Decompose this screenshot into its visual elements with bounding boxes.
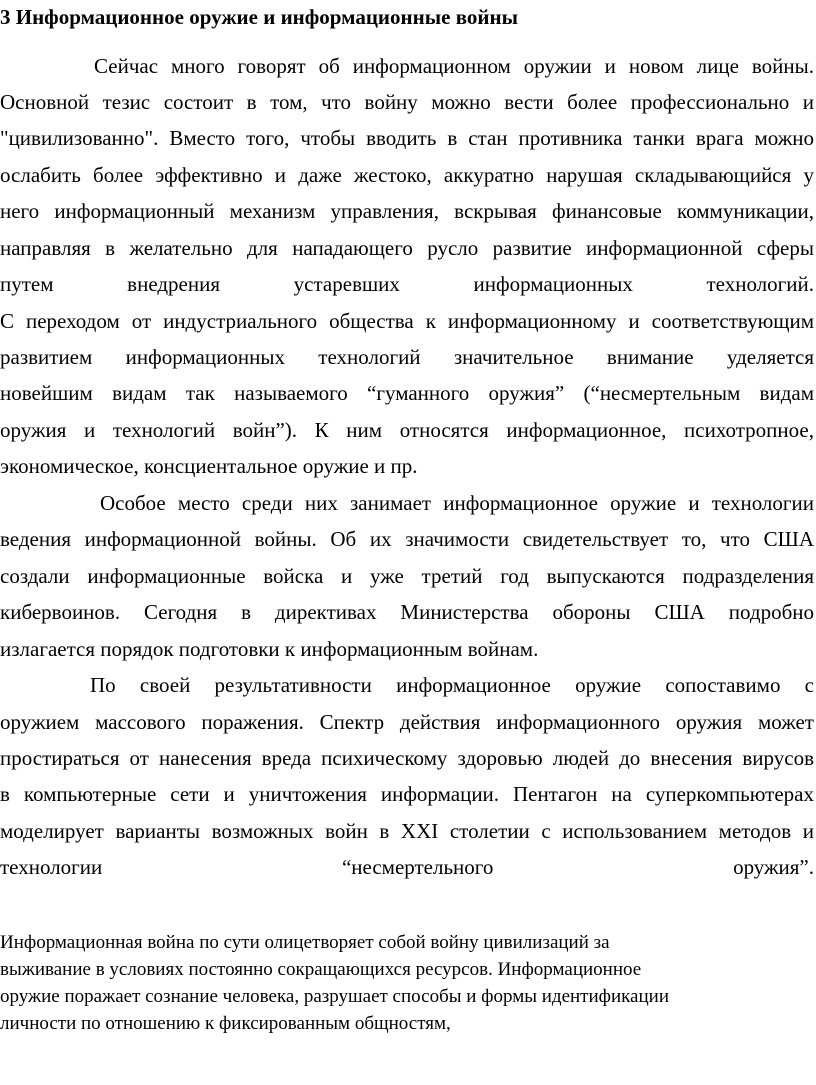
text-line: Информационная война по сути олицетворяет собой войну цивилизаций за xyxy=(0,932,610,953)
text-line: С переходом от индустриального общества к информационному и соответствующим xyxy=(0,309,814,333)
text-line: оружия и технологий войн”). К ним относятся информационное, психотропное, xyxy=(0,418,814,442)
text-line: По своей результативности информационное оружие сопоставимо с xyxy=(90,673,814,697)
text-line: излагается порядок подготовки к информационным войнам. xyxy=(0,637,539,661)
text-line: в компьютерные сети и уничтожения информации. Пентагон на суперкомпьютерах xyxy=(0,782,814,806)
text-line: выживание в условиях постоянно сокращающихся ресурсов. Информационное xyxy=(0,959,642,980)
text-line: него информационный механизм управления, вскрывая финансовые коммуникации, xyxy=(0,199,814,223)
text-line: направляя в желательно для нападающего русло развитие информационной сферы xyxy=(0,236,814,260)
text-line: экономическое, консциентальное оружие и пр. xyxy=(0,454,418,478)
text-line: Особое место среди них занимает информационное оружие и технологии xyxy=(100,491,814,515)
text-line: технологии “несмертельного оружия”. xyxy=(0,855,814,879)
text-line: ослабить более эффективно и даже жестоко, аккуратно нарушая складывающийся у xyxy=(0,163,814,187)
text-line: Сейчас много говорят об информационном оружии и новом лице войны. xyxy=(94,54,814,78)
text-line: личности по отношению к фиксированным общностям, xyxy=(0,1013,451,1034)
text-line: "цивилизованно". Вместо того, чтобы вводить в стан противника танки врага можно xyxy=(0,126,814,150)
text-line: ведения информационной войны. Об их значимости свидетельствует то, что США xyxy=(0,527,814,551)
text-line: новейшим видам так называемого “гуманного оружия” (“несмертельным видам xyxy=(0,381,814,405)
text-line: простираться от нанесения вреда психическому здоровью людей до внесения вирусов xyxy=(0,746,814,770)
text-line: Основной тезис состоит в том, что войну можно вести более профессионально и xyxy=(0,90,814,114)
text-line: развитием информационных технологий значительное внимание уделяется xyxy=(0,345,814,369)
section-heading: 3 Информационное оружие и информационные войны xyxy=(0,5,518,29)
text-line: путем внедрения устаревших информационных технологий. xyxy=(0,272,814,296)
text-line: создали информационные войска и уже третий год выпускаются подразделения xyxy=(0,564,814,588)
text-line: оружием массового поражения. Спектр действия информационного оружия может xyxy=(0,710,814,734)
text-line: моделирует варианты возможных войн в XXI столетии с использованием методов и xyxy=(0,819,814,843)
text-line: кибервоинов. Сегодня в директивах Министерства обороны США подробно xyxy=(0,600,814,624)
text-line: оружие поражает сознание человека, разрушает способы и формы идентификации xyxy=(0,986,669,1007)
